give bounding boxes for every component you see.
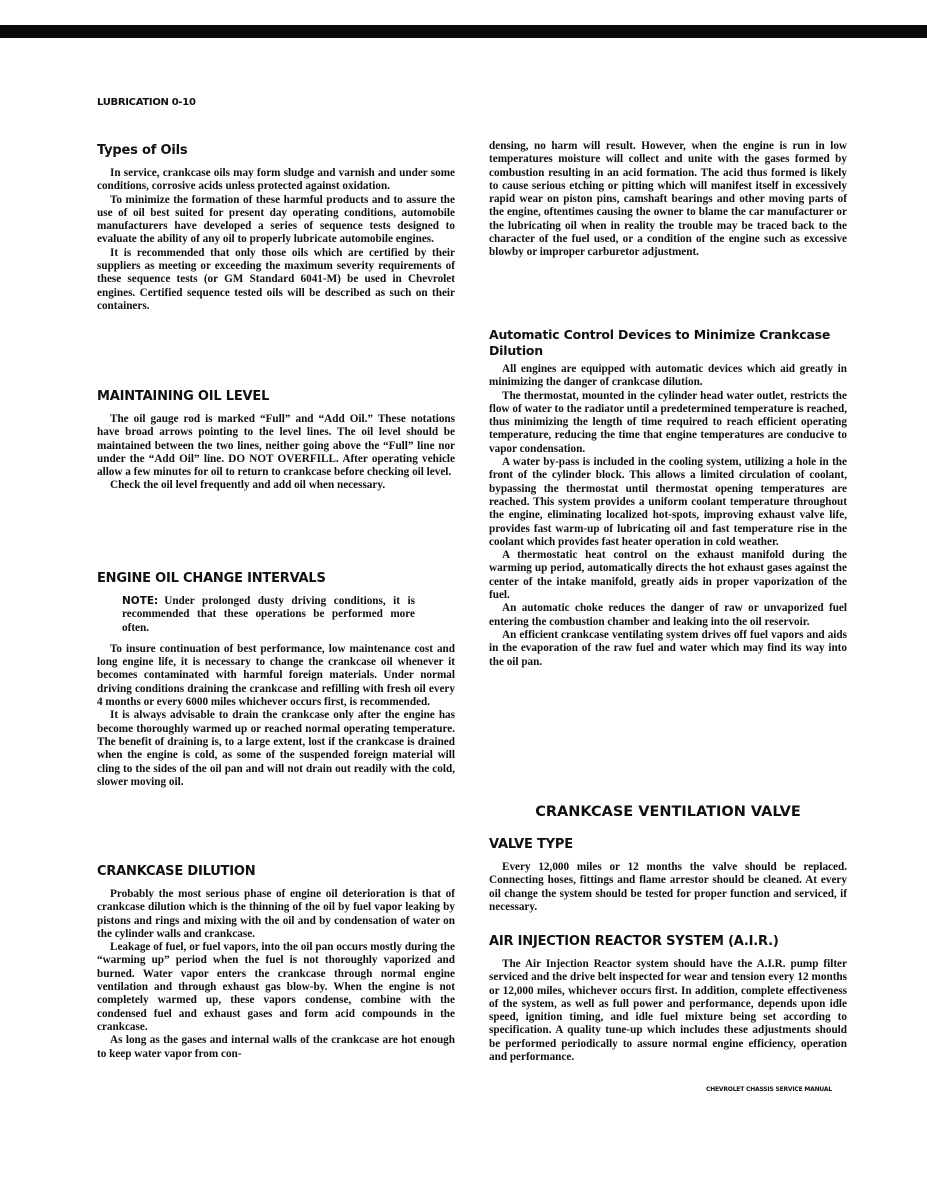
page-header: LUBRICATION 0-10 — [97, 97, 196, 108]
section-heading: Automatic Control Devices to Minimize Crankcase Dilution — [489, 327, 831, 358]
section-heading: VALVE TYPE — [489, 837, 573, 852]
section-heading: AIR INJECTION REACTOR SYSTEM (A.I.R.) — [489, 934, 779, 949]
paragraph: Leakage of fuel, or fuel vapors, into the oil pan occurs mostly during the “warming up” period when the fuel is not thoroughly vaporized and burned. Water vapor enters the crankcase through normal engine ventilation and through exhaust gas blow-by. When the engine is not completely warmed up, these vapors condense, combine with the condensed fuel and exhaust gases and form acid compounds in the crankcase. — [97, 941, 455, 1033]
paragraph: The thermostat, mounted in the cylinder head water outlet, restricts the flow of water to the radiator until a predetermined temperature is reached, thus minimizing the length of time required to reach efficient operating temperature, reducing the time that engine temperatures are conducive to vapor condensation. — [489, 389, 847, 455]
footer-manual-title: CHEVROLET CHASSIS SERVICE MANUAL — [706, 1086, 832, 1093]
paragraph: As long as the gases and internal walls of the crankcase are hot enough to keep water vapor from con- — [97, 1034, 455, 1060]
section-dilution-continued — [489, 140, 847, 260]
section-automatic-control-devices — [489, 327, 847, 669]
paragraph: To insure continuation of best performance, low maintenance cost and long engine life, it is necessary to change the crankcase oil whenever it becomes contaminated with harmful foreign materials. Under normal driving conditions draining the crankcase and refilling with fresh oil every 4 months or every 6000 miles whichever occurs first, is recommended. — [97, 642, 455, 709]
section-types-of-oils — [97, 143, 455, 313]
paragraph: To minimize the formation of these harmful products and to assure the use of oil best suited for present day operating conditions, automobile manufacturers have developed a series of sequence tests designed to evaluate the ability of any oil to properly lubricate automobile engines. — [97, 193, 455, 246]
note-label: NOTE: — [122, 595, 159, 607]
section-crankcase-dilution — [97, 864, 455, 1061]
section-heading-crankcase-ventilation-valve: CRANKCASE VENTILATION VALVE — [535, 804, 801, 820]
paragraph: A water by-pass is included in the cooling system, utilizing a hole in the front of the cylinder block. This allows a limited circulation of coolant, bypassing the thermostat until thermostat opening temperatures are reached. This system provides a uniform coolant temperature throughout the engine, eliminating localized hot-spots, improving exhaust valve life, provides fast warm-up of lubricating oil and fast temperature rise in the coolant which provides fast heater operation in cold weather. — [489, 456, 847, 548]
paragraph: The oil gauge rod is marked “Full” and “Add Oil.” These notations have broad arrows pointing to the level lines. The oil level should be maintained between the two lines, neither going above the “Full” line nor under the “Add Oil” line. DO NOT OVERFILL. After operating vehicle allow a few minutes for oil to return to crankcase before checking oil level. — [97, 413, 455, 479]
paragraph: An automatic choke reduces the danger of raw or unvaporized fuel entering the combustion chamber and leaking into the oil reservoir. — [489, 602, 847, 628]
section-maintaining-oil-level — [97, 389, 455, 493]
paragraph: Probably the most serious phase of engine oil deterioration is that of crankcase dilution which is the thinning of the oil by fuel vapor leaking by pistons and rings and mixing with the oil and by condensation of water on the cylinder walls and crankcase. — [97, 888, 455, 940]
section-air-injection-reactor — [489, 934, 847, 1064]
section-valve-type — [489, 837, 847, 914]
paragraph: In service, crankcase oils may form sludge and varnish and under some conditions, corrosive acids unless protected against oxidation. — [97, 167, 455, 193]
paragraph: It is recommended that only those oils which are certified by their suppliers as meeting or exceeding the maximum severity requirements of these sequence tests (or GM Standard 6041-M) be used in Chevrolet engines. Certified sequence tested oils will be described as such on their containers. — [97, 246, 455, 312]
section-heading: ENGINE OIL CHANGE INTERVALS — [97, 571, 326, 586]
section-heading: CRANKCASE DILUTION — [97, 864, 256, 879]
top-border-bar — [0, 25, 927, 38]
section-heading: Types of Oils — [97, 143, 188, 158]
section-engine-oil-change-intervals — [97, 571, 455, 789]
paragraph: An efficient crankcase ventilating system drives off fuel vapors and aids in the evaporation of the raw fuel and water which may find its way into the oil pan. — [489, 628, 847, 668]
paragraph: Every 12,000 miles or 12 months the valve should be replaced. Connecting hoses, fittings and flame arrestor should be cleaned. At every oil change the system should be tested for proper function and serviced, if necessary. — [489, 861, 847, 913]
paragraph: The Air Injection Reactor system should have the A.I.R. pump filter serviced and the drive belt inspected for wear and tension every 12 months or 12,000 miles, whichever occurs first. In addition, complete effectiveness of the system, as well as full power and performance, depends upon idle speed, ignition timing, and idle fuel mixture being set according to specification. A quality tune-up which includes these adjustments should be performed periodically to assure normal engine efficiency, operation and performance. — [489, 958, 847, 1064]
paragraph: It is always advisable to drain the crankcase only after the engine has become thoroughly warmed up or reached normal operating temperature. The benefit of draining is, to a large extent, lost if the crankcase is drained when the engine is cold, as some of the suspended foreign material will cling to the sides of the oil pan and will not drain out readily with the cold, slower moving oil. — [97, 709, 455, 788]
note-text: Under prolonged dusty driving conditions, it is recommended that these operations be performed more often. — [122, 595, 415, 634]
paragraph: densing, no harm will result. However, when the engine is run in low temperatures moisture will collect and unite with the gases formed by combustion resulting in an acid formation. The acid thus formed is likely to cause serious etching or pitting which will manifest itself in excessively rapid wear on piston pins, camshaft bearings and other moving parts of the engine, oftentimes causing the owner to blame the car manufacturer or the lubricating oil when in reality the trouble may be traced back to the character of the fuel used, or a condition of the engine such as excessive blowby or improper carburetor adjustment. — [489, 140, 847, 259]
section-heading: MAINTAINING OIL LEVEL — [97, 389, 270, 404]
paragraph: A thermostatic heat control on the exhaust manifold during the warming up period, automatically directs the hot exhaust gases against the center of the intake manifold, greatly aids in proper vaporization of the fuel. — [489, 549, 847, 602]
paragraph: Check the oil level frequently and add oil when necessary. — [110, 479, 386, 492]
paragraph: All engines are equipped with automatic devices which aid greatly in minimizing the danger of crankcase dilution. — [489, 363, 847, 389]
note — [122, 595, 415, 635]
